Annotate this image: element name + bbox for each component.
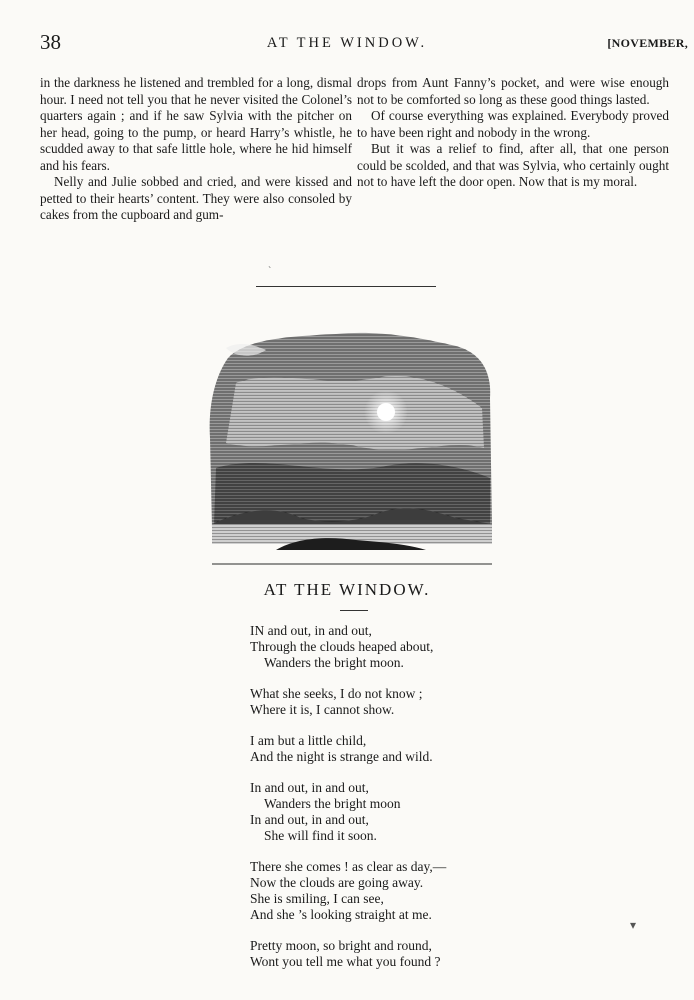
prose-right-column (357, 75, 669, 191)
poem-line: Pretty moon, so bright and round, (250, 938, 432, 953)
paragraph: drops from Aunt Fanny’s pocket, and were wise enough not to be comforted so long as these good things lasted. (357, 75, 669, 107)
running-title: AT THE WINDOW. (266, 35, 428, 51)
poem-body (250, 623, 550, 985)
paragraph: But it was a relief to find, after all, that one person could be scolded, and that was Sylvia, who certainly ought not to have left the door open. Now that is my moral. (357, 141, 669, 189)
poem-stanza (250, 623, 550, 671)
paragraph: Nelly and Julie sobbed and cried, and were kissed and petted to their hearts’ content. They were also consoled by cakes from the cupboard and gum- (40, 174, 352, 222)
moon-icon (377, 403, 395, 421)
print-speck: ▾ (630, 918, 637, 932)
poem-stanza (250, 733, 550, 765)
section-divider (256, 286, 436, 287)
moonlit-clouds-engraving (206, 328, 496, 566)
poem-stanza (250, 938, 550, 970)
poem-line: She is smiling, I can see, (250, 891, 384, 906)
poem-line: There she comes ! as clear as day,— (250, 859, 447, 874)
paragraph: in the darkness he listened and trembled for a long, dismal hour. I need not tell you that he never visited the Colonel’s quarters again ; and if he saw Sylvia with the pitcher on her head, going to the pump, or heard Harry’s whistle, he scudded away to that safe little hole, where he hid himself and his fears. (40, 75, 352, 173)
poem-line: In and out, in and out, (250, 780, 369, 795)
poem-stanza (250, 859, 550, 923)
poem-line: IN and out, in and out, (250, 623, 372, 638)
running-month: [NOVEMBER, (607, 36, 688, 50)
poem-title: AT THE WINDOW. (263, 580, 431, 599)
poem-line: In and out, in and out, (250, 812, 369, 827)
poem-line: Wont you tell me what you found ? (250, 954, 441, 969)
paragraph: Of course everything was explained. Everybody proved to have been right and nobody in the wrong. (357, 108, 669, 140)
poem-line: Where it is, I cannot show. (250, 702, 395, 717)
poem-line: Wanders the bright moon. (264, 655, 404, 670)
poem-line: Through the clouds heaped about, (250, 639, 434, 654)
poem-line: Wanders the bright moon (264, 796, 401, 811)
title-rule (340, 610, 368, 611)
page-header (0, 30, 694, 56)
poem-stanza (250, 686, 550, 718)
page-number: 38 (40, 30, 61, 54)
poem-line: And she ’s looking straight at me. (250, 907, 432, 922)
poem-line: She will find it soon. (264, 828, 377, 843)
poem-line: What she seeks, I do not know ; (250, 686, 423, 701)
prose-left-column (40, 75, 352, 224)
poem-line: And the night is strange and wild. (250, 749, 433, 764)
poem-line: Now the clouds are going away. (250, 875, 424, 890)
poem-stanza (250, 780, 550, 844)
poem-line: I am but a little child, (250, 733, 367, 748)
print-speck: ` (268, 266, 272, 277)
